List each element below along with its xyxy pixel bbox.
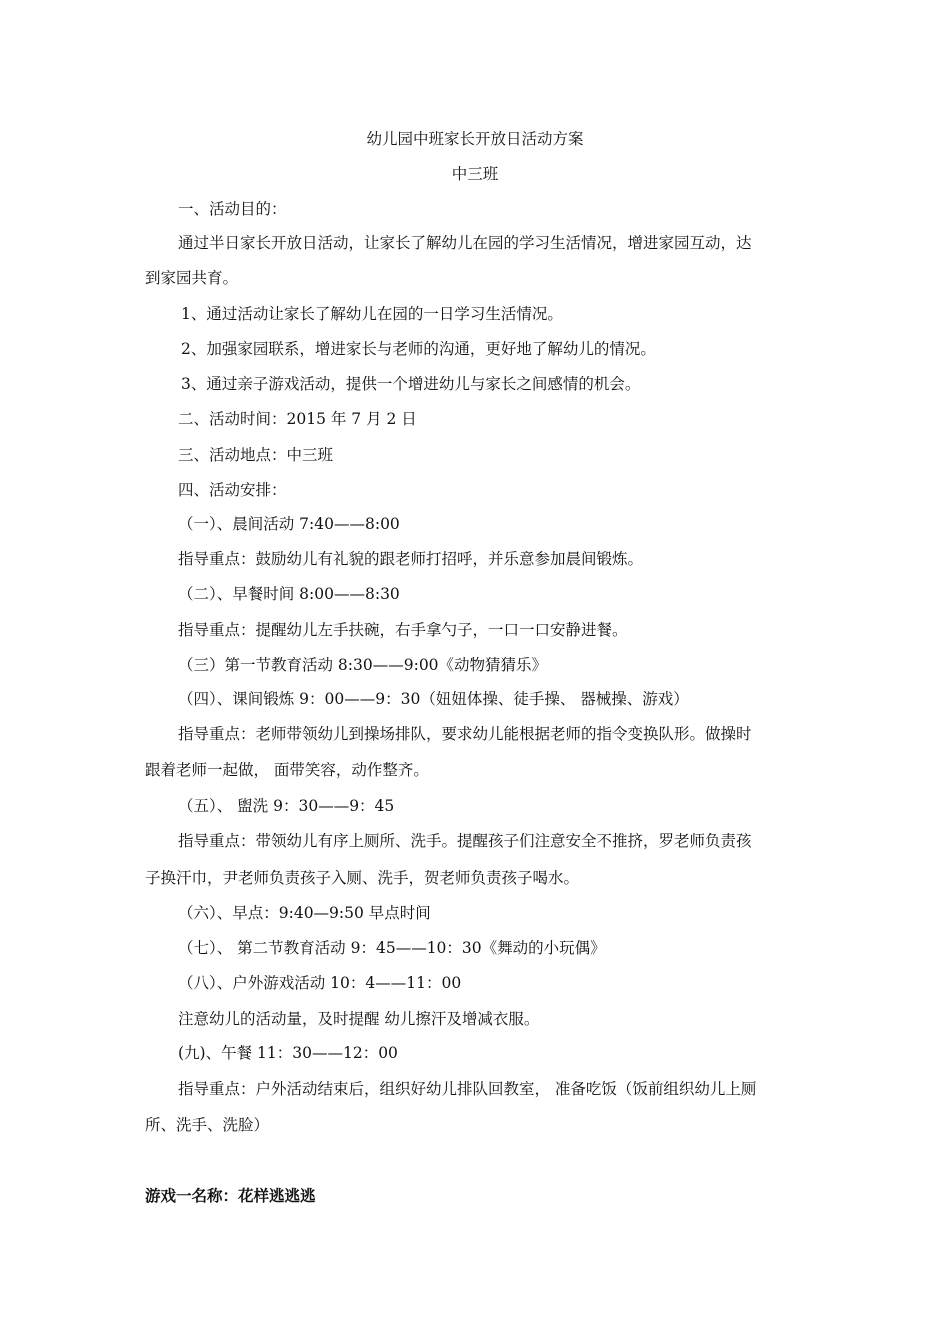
- schedule-item-5: （五）、 盥洗 9：30——9：45: [178, 797, 395, 815]
- schedule-item-4: （四）、课间锻炼 9：00——9：30（妞妞体操、徒手操、 器械操、游戏）: [178, 690, 689, 708]
- schedule-item-5-note-line-1: 指导重点：带领幼儿有序上厕所、洗手。提醒孩子们注意安全不推挤，罗老师负责孩: [178, 832, 752, 850]
- purpose-item-1: 1、通过活动让家长了解幼儿在园的一日学习生活情况。: [181, 305, 563, 323]
- section-3-location: 三、活动地点：中三班: [178, 446, 334, 464]
- schedule-item-4-note-line-2: 跟着老师一起做， 面带笑容，动作整齐。: [145, 761, 429, 779]
- schedule-item-7: （七）、 第二节教育活动 9：45——10：30《舞动的小玩偶》: [178, 939, 606, 957]
- schedule-item-9-note-line-1: 指导重点：户外活动结束后，组织好幼儿排队回教室， 准备吃饭（饭前组织幼儿上厕: [178, 1080, 757, 1098]
- schedule-item-2-note: 指导重点：提醒幼儿左手扶碗，右手拿勺子，一口一口安静进餐。: [178, 621, 628, 639]
- purpose-item-3: 3、通过亲子游戏活动，提供一个增进幼儿与家长之间感情的机会。: [181, 375, 641, 393]
- purpose-item-2: 2、加强家园联系，增进家长与老师的沟通，更好地了解幼儿的情况。: [181, 340, 656, 358]
- schedule-item-1-note: 指导重点：鼓励幼儿有礼貌的跟老师打招呼，并乐意参加晨间锻炼。: [178, 550, 644, 568]
- schedule-item-5-note-line-2: 子换汗巾，尹老师负责孩子入厕、洗手，贺老师负责孩子喝水。: [145, 869, 580, 887]
- class-name: 中三班: [451, 165, 499, 183]
- game-1-heading: 游戏一名称：花样逃逃逃: [145, 1187, 316, 1205]
- document-title: 幼儿园中班家长开放日活动方案: [366, 130, 584, 148]
- schedule-item-8-note: 注意幼儿的活动量，及时提醒 幼儿擦汗及增减衣服。: [178, 1010, 540, 1028]
- schedule-item-6: （六）、早点：9:40—9:50 早点时间: [178, 904, 431, 922]
- schedule-item-4-note-line-1: 指导重点：老师带领幼儿到操场排队，要求幼儿能根据老师的指令变换队形。做操时: [178, 725, 752, 743]
- section-2-time: 二、活动时间：2015 年 7 月 2 日: [178, 410, 417, 428]
- purpose-paragraph-line-1: 通过半日家长开放日活动，让家长了解幼儿在园的学习生活情况，增进家园互动，达: [178, 234, 752, 252]
- purpose-paragraph-line-2: 到家园共育。: [145, 269, 239, 287]
- schedule-item-1: （一）、晨间活动 7:40——8:00: [178, 515, 400, 533]
- section-1-heading: 一、活动目的：: [178, 200, 287, 218]
- schedule-item-9: (九)、午餐 11：30——12：00: [178, 1044, 398, 1062]
- schedule-item-8: （八）、户外游戏活动 10：4——11：00: [178, 974, 462, 992]
- section-4-heading: 四、活动安排：: [178, 481, 287, 499]
- schedule-item-9-note-line-2: 所、洗手、洗脸）: [145, 1116, 270, 1134]
- schedule-item-2: （二）、早餐时间 8:00——8:30: [178, 585, 400, 603]
- schedule-item-3: （三）第一节教育活动 8:30——9:00《动物猜猜乐》: [178, 656, 548, 674]
